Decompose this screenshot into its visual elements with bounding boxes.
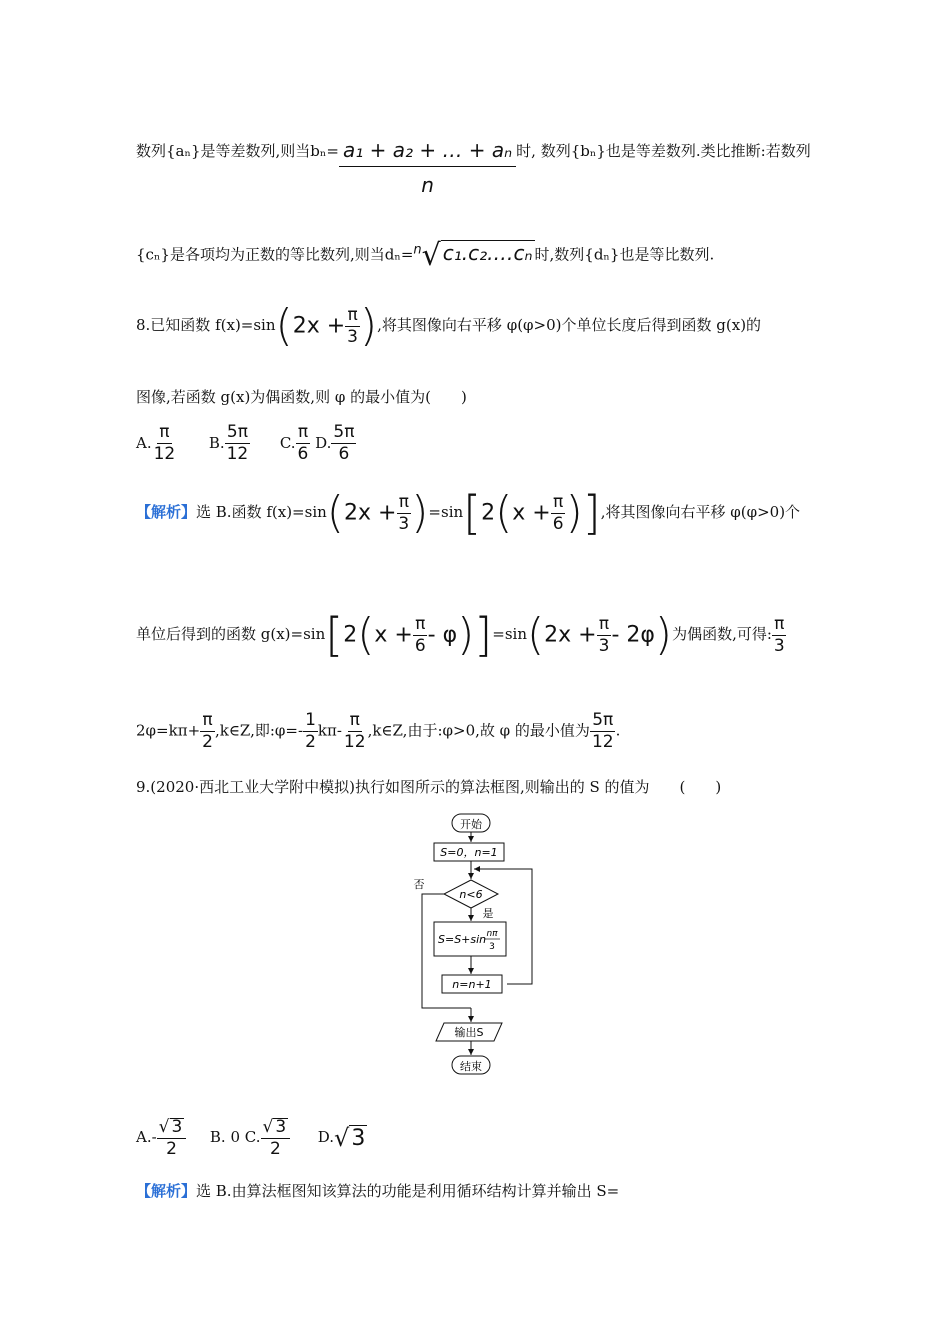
sequence-line-1 xyxy=(136,140,811,195)
start-label: 开始 xyxy=(460,818,482,831)
radical-sign: √ xyxy=(421,238,441,273)
denominator: 12 xyxy=(591,732,614,752)
label: C. xyxy=(244,1128,261,1146)
paren: ( xyxy=(495,487,513,538)
numerator: π xyxy=(398,491,409,512)
text: ,将其图像向右平移 φ(φ>0)个单位长度后得到函数 g(x)的 xyxy=(377,316,762,334)
fraction xyxy=(551,491,566,534)
fraction xyxy=(261,1118,291,1158)
option-a[interactable] xyxy=(136,1117,186,1159)
flowchart xyxy=(410,808,610,1088)
option-c[interactable] xyxy=(279,422,311,464)
text: kπ- xyxy=(317,721,342,740)
expr: - φ xyxy=(427,622,458,648)
label: D. xyxy=(315,433,332,452)
label: C. xyxy=(279,433,296,452)
init-label: S=0，n=1 xyxy=(440,846,498,859)
denominator: 12 xyxy=(343,732,366,752)
denominator: 6 xyxy=(552,513,564,534)
expr: 2x + xyxy=(292,313,346,339)
paren: ( xyxy=(526,609,545,660)
paren: ) xyxy=(565,487,583,538)
label: A.- xyxy=(136,1128,157,1146)
text: 时,数列{dₙ}也是等比数列. xyxy=(534,245,715,264)
label: A. xyxy=(136,433,152,452)
body-num: nπ xyxy=(486,929,498,939)
denominator: 12 xyxy=(153,444,176,464)
fraction xyxy=(296,424,311,463)
numerator: a₁ + a₂ + … + aₙ xyxy=(339,140,516,167)
numerator: √ 3 xyxy=(261,1118,291,1139)
analysis-tag: 【解析】 xyxy=(136,503,197,521)
end-label: 结束 xyxy=(460,1060,482,1073)
expr: 2x + xyxy=(544,622,597,648)
option-a[interactable] xyxy=(136,422,177,464)
paren: ) xyxy=(411,487,429,538)
numerator: π xyxy=(347,304,358,325)
output-label: 输出S xyxy=(454,1026,484,1039)
solution-8-line-2 xyxy=(136,608,787,662)
bracket: ] xyxy=(582,486,601,540)
paren: ) xyxy=(359,300,378,351)
expr: 2 xyxy=(343,622,358,648)
expr: x + xyxy=(374,622,413,648)
bracket: ] xyxy=(474,608,493,662)
fraction xyxy=(590,712,616,751)
solution-8-line-1 xyxy=(136,486,801,540)
fraction xyxy=(396,491,411,534)
numerator: π xyxy=(415,613,426,634)
numerator: π xyxy=(598,613,610,634)
radicand: 3 xyxy=(351,1126,366,1151)
denominator: 2 xyxy=(305,732,316,752)
text: ,k∈Z,即:φ=- xyxy=(214,721,304,740)
option-d[interactable]: D.√3 xyxy=(317,1124,366,1152)
fraction xyxy=(331,424,356,463)
denominator: 6 xyxy=(414,635,426,656)
radicand: c₁.c₂.…cₙ xyxy=(442,240,533,265)
text: . xyxy=(615,721,621,740)
paren: ( xyxy=(357,609,375,660)
text: 时, 数列{bₙ}也是等差数列.类比推断:若数列 xyxy=(516,142,811,160)
condition-label: n<6 xyxy=(459,888,483,901)
body-label: S=S+sin xyxy=(438,933,487,946)
text: 单位后得到的函数 g(x)=sin xyxy=(136,625,326,643)
paren: ) xyxy=(457,609,475,660)
option-b[interactable]: B. 0 xyxy=(209,1128,241,1146)
solution-9 xyxy=(136,1180,619,1201)
denominator: 12 xyxy=(226,444,249,464)
paren: ) xyxy=(654,609,673,660)
numerator: π xyxy=(159,422,170,442)
denominator: 3 xyxy=(598,635,610,656)
question-8-line-2: 图像,若函数 g(x)为偶函数,则 φ 的最小值为( ) xyxy=(136,388,467,406)
expr: - 2φ xyxy=(611,622,655,648)
solution-8-line-3 xyxy=(136,712,620,751)
expr: 2x + xyxy=(343,500,397,526)
text: ,k∈Z,由于:φ>0,故 φ 的最小值为 xyxy=(367,721,590,740)
expr: 2 xyxy=(481,500,496,526)
text: ,将其图像向右平移 φ(φ>0)个 xyxy=(600,503,801,521)
analysis-tag: 【解析】 xyxy=(136,1182,197,1200)
denominator: 6 xyxy=(297,444,309,464)
label: B. xyxy=(208,433,225,452)
body-den: 3 xyxy=(489,942,495,952)
denominator: 2 xyxy=(269,1139,281,1159)
fraction xyxy=(200,712,215,751)
yes-label: 是 xyxy=(482,907,494,920)
bracket: [ xyxy=(325,608,344,662)
fraction xyxy=(345,304,360,347)
denominator: 2 xyxy=(166,1139,177,1159)
numerator: 5π xyxy=(592,710,614,730)
fraction xyxy=(152,424,178,463)
question-9-text: 9.(2020·西北工业大学附中模拟)执行如图所示的算法框图,则输出的 S 的值为 ( ) xyxy=(136,778,722,796)
text: 2φ=kπ+ xyxy=(136,721,201,740)
denominator: 3 xyxy=(773,635,785,656)
paren: ( xyxy=(275,300,293,351)
paren: ( xyxy=(326,487,344,538)
sequence-line-2 xyxy=(136,238,714,273)
radicand: 3 xyxy=(171,1117,183,1137)
denominator: 6 xyxy=(338,444,350,464)
question-8-options xyxy=(136,424,356,463)
text: 数列{aₙ}是等差数列,则当bₙ= xyxy=(136,142,339,160)
fraction xyxy=(342,712,368,751)
denominator: n xyxy=(421,173,434,197)
numerator: 5π xyxy=(333,422,355,442)
text: 选 B.由算法框图知该算法的功能是利用循环结构计算并输出 S= xyxy=(196,1182,620,1200)
denominator: 3 xyxy=(347,326,358,347)
no-label: 否 xyxy=(413,878,425,891)
text: {cₙ}是各项均为正数的等比数列,则当dₙ= xyxy=(136,245,414,264)
increment-label: n=n+1 xyxy=(452,978,492,991)
fraction xyxy=(597,613,612,656)
fraction xyxy=(225,424,251,463)
numerator: 5π xyxy=(226,422,248,442)
fraction xyxy=(303,712,318,751)
text: 8.已知函数 f(x)=sin xyxy=(136,316,276,334)
option-c[interactable] xyxy=(244,1117,290,1159)
question-8-line-1 xyxy=(136,300,762,351)
numerator: √ 3 xyxy=(157,1118,187,1139)
text: =sin xyxy=(428,503,464,521)
denominator: 2 xyxy=(202,732,213,752)
radicand: 3 xyxy=(275,1117,287,1137)
text: 为偶函数,可得: xyxy=(672,625,772,643)
bracket: [ xyxy=(463,486,482,540)
numerator: 1 xyxy=(305,710,316,730)
numerator: π xyxy=(297,422,309,442)
numerator: π xyxy=(553,491,564,512)
numerator: π xyxy=(202,710,213,730)
denominator: 3 xyxy=(398,513,410,534)
root-index: n xyxy=(413,242,422,258)
numerator: π xyxy=(774,613,785,634)
expr: x + xyxy=(512,500,551,526)
text: =sin xyxy=(492,625,527,643)
numerator: π xyxy=(349,710,360,730)
fraction xyxy=(413,613,428,656)
fraction xyxy=(339,140,516,195)
fraction xyxy=(772,613,787,656)
text: 选 B.函数 f(x)=sin xyxy=(196,503,327,521)
label: D. xyxy=(317,1128,335,1146)
question-9-options xyxy=(136,1118,367,1158)
fraction xyxy=(157,1118,187,1158)
